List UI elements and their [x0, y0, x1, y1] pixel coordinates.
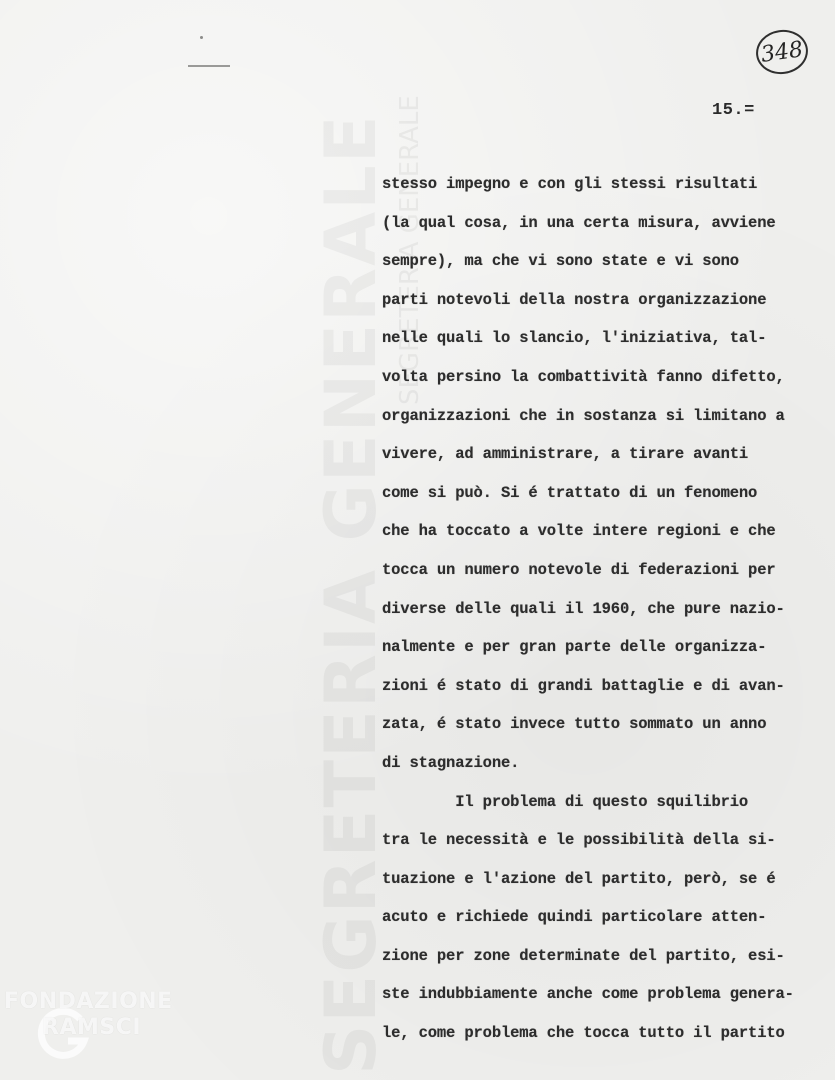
text-line: tuazione e l'azione del partito, però, se é [382, 869, 776, 888]
text-line: tocca un numero notevole di federazioni per [382, 560, 776, 579]
text-line: che ha toccato a volte intere regioni e che [382, 522, 776, 541]
text-line: diverse delle quali il 1960, che pure nazio- [382, 599, 785, 618]
fondazione-gramsci-watermark [4, 989, 209, 1069]
text-line: tra le necessità e le possibilità della si- [382, 831, 776, 850]
text-line: zioni é stato di grandi battaglie e di avan- [382, 676, 785, 695]
text-line: parti notevoli della nostra organizzazione [382, 290, 767, 309]
text-line: sempre), ma che vi sono state e vi sono [382, 252, 739, 271]
text-line: acuto e richiede quindi particolare atten- [382, 908, 767, 927]
text-line: zione per zone determinate del partito, esi- [382, 946, 785, 965]
text-line: (la qual cosa, in una certa misura, avviene [382, 213, 776, 232]
show-through-text-small: SEGRETERIA GENERALE [395, 95, 425, 405]
archive-number-stamp [753, 27, 811, 78]
watermark-line-1: FONDAZIONE [4, 989, 173, 1014]
text-line: organizzazioni che in sostanza si limitano a [382, 406, 785, 425]
typewritten-text [382, 165, 822, 1053]
text-line: nalmente e per gran parte delle organizza- [382, 638, 767, 657]
text-line: vivere, ad amministrare, a tirare avanti [382, 445, 749, 464]
text-line: ste indubbiamente anche come problema genera- [382, 985, 794, 1004]
text-line: nelle quali lo slancio, l'iniziativa, tal- [382, 329, 767, 348]
paper-speck [200, 36, 203, 39]
page-number: 15.= [712, 101, 755, 120]
text-line: di stagnazione. [382, 753, 520, 772]
archive-number: 348 [759, 36, 805, 68]
text-line: come si può. Si é trattato di un fenomeno [382, 483, 758, 502]
show-through-text [310, 5, 390, 1075]
margin-mark [188, 65, 230, 67]
text-line: zata, é stato invece tutto sommato un anno [382, 715, 767, 734]
text-line: Il problema di questo squilibrio [382, 792, 749, 811]
text-line: le, come problema che tocca tutto il partito [382, 1024, 785, 1043]
watermark-line-2: RAMSCI [42, 1015, 142, 1040]
text-line: stesso impegno e con gli stessi risultati [382, 175, 758, 193]
text-line: volta persino la combattività fanno difetto, [382, 367, 785, 386]
